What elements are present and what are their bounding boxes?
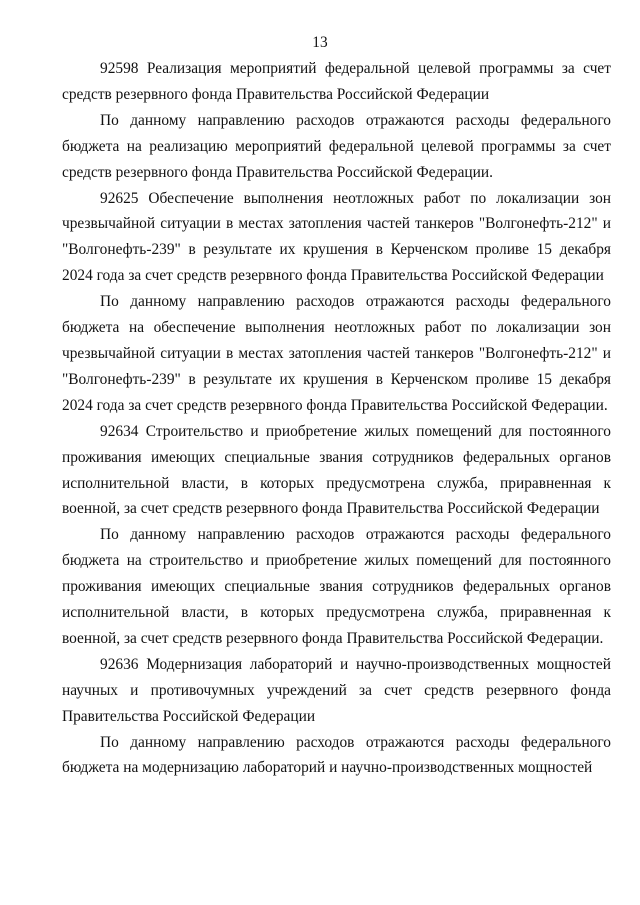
- paragraph-92634-heading: 92634 Строительство и приобретение жилых помещений для постоянного проживания имеющих специальные звания сотрудников федеральных органов исполнительной власти, в которых предусмотрена служба, приравненная к военной, за счет средств резервного фонда Правительства Российской Федерации: [62, 422, 611, 518]
- paragraph-92625-description: По данному направлению расходов отражаются расходы федерального бюджета на обеспечение выполнения неотложных работ по локализации зон чрезвычайной ситуации в местах затопления частей танкеров "Волгонефть-212" и "Волгонефть-239" в результате их крушения в Керченском проливе 15 декабря 2024 года за счет средств резервного фонда Правительства Российской Федерации.: [62, 293, 611, 414]
- paragraph-92625-heading: 92625 Обеспечение выполнения неотложных работ по локализации зон чрезвычайной ситуации в местах затопления частей танкеров "Волгонефть-212" и "Волгонефть-239" в результате их крушения в Керченском проливе 15 декабря 2024 года за счет средств резервного фонда Правительства Российской Федерации: [62, 189, 611, 285]
- paragraph-92598-description: По данному направлению расходов отражаются расходы федерального бюджета на реализацию мероприятий федеральной целевой программы за счет средств резервного фонда Правительства Российской Федерации.: [62, 111, 611, 181]
- paragraph-92636-heading: 92636 Модернизация лабораторий и научно-производственных мощностей научных и противочумных учреждений за счет средств резервного фонда Правительства Российской Федерации: [62, 655, 611, 725]
- paragraph-92634-description: По данному направлению расходов отражаются расходы федерального бюджета на строительство и приобретение жилых помещений для постоянного проживания имеющих специальные звания сотрудников федеральных органов исполнительной власти, в которых предусмотрена служба, приравненная к военной, за счет средств резервного фонда Правительства Российской Федерации.: [62, 526, 611, 647]
- document-body: [62, 56, 611, 781]
- paragraph-92636-description: По данному направлению расходов отражаются расходы федерального бюджета на модернизацию лабораторий и научно-производственных мощностей: [62, 733, 611, 777]
- page-number: 13: [312, 34, 328, 51]
- paragraph-92598-heading: 92598 Реализация мероприятий федеральной целевой программы за счет средств резервного фонда Правительства Российской Федерации: [62, 60, 611, 103]
